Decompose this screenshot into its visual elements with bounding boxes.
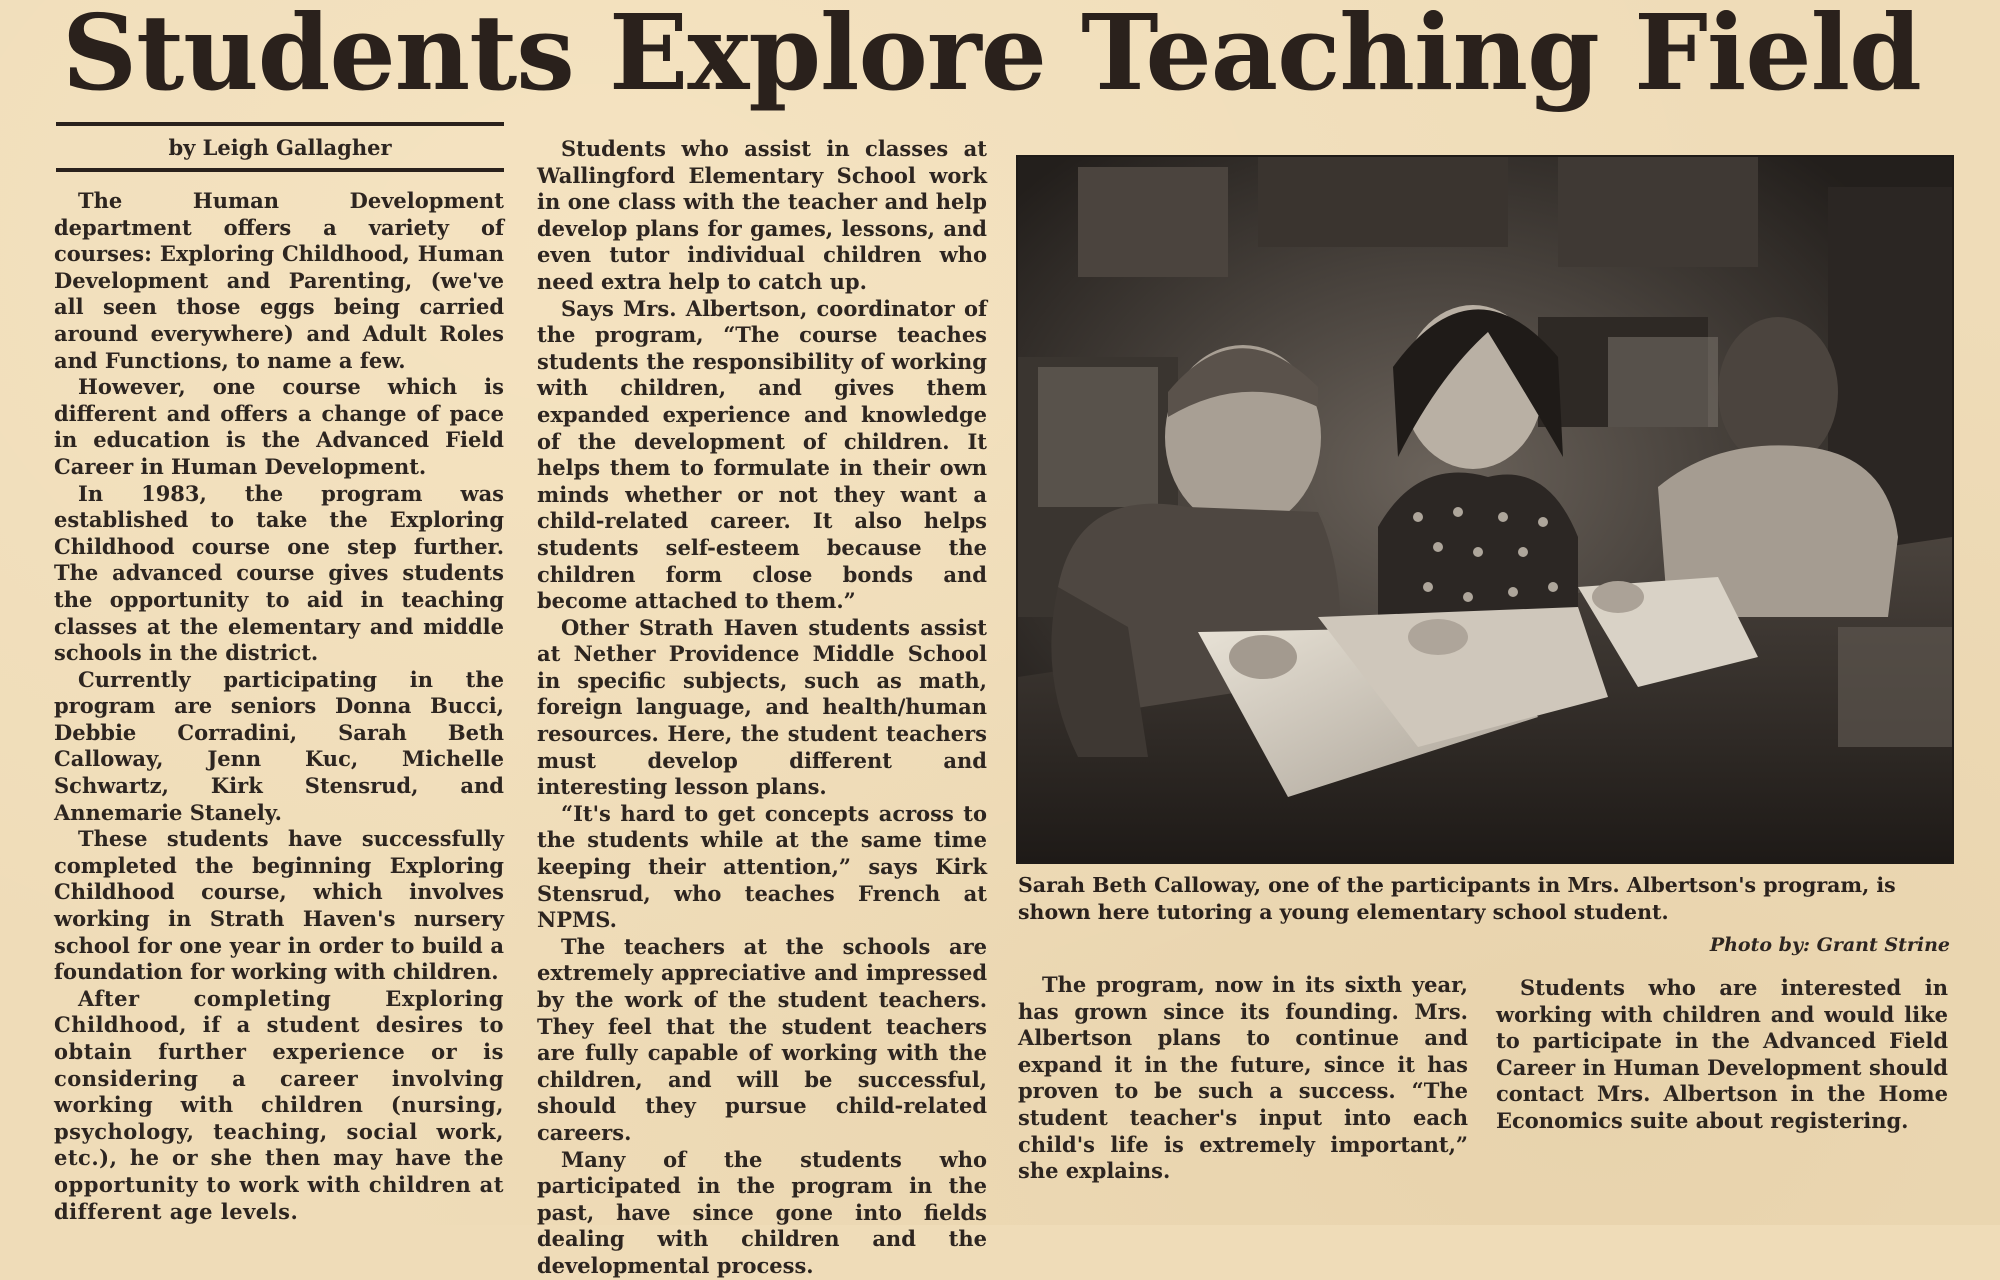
article-column-2 [537, 136, 987, 1280]
byline-top-rule [56, 122, 504, 126]
article-column-3 [1018, 972, 1468, 1185]
byline: by Leigh Gallagher [168, 135, 392, 160]
paragraph: After completing Exploring Childhood, if a student desires to obtain further experience or is considering a career involving working with children (nursing, psychology, teaching, social work, etc.), he or she then may have the opportunity to work with children at different age levels. [54, 985, 504, 1224]
paragraph: The Human Development department offers a variety of courses: Exploring Childhood, Human Development and Parenting, (we've all seen those eggs being carried around everywhere) and Adult Roles and Functions, to name a few. [54, 188, 504, 373]
headline: Students Explore Teaching Field [62, 0, 1921, 114]
paragraph: Students who assist in classes at Wallingford Elementary School work in one class with the teacher and help develop plans for games, lessons, and even tutor individual children who need extra help to catch up. [537, 136, 987, 294]
photo-credit: Photo by: Grant Strine [1709, 934, 1950, 956]
paragraph: The program, now in its sixth year, has grown since its founding. Mrs. Albertson plans to continue and expand it in the future, since it has proven to be such a success. “The student teacher's input into each child's life is extremely important,” she explains. [1018, 972, 1468, 1184]
article-column-4 [1496, 975, 1948, 1135]
byline-bottom-rule [56, 168, 504, 172]
paragraph: Says Mrs. Albertson, coordinator of the program, “The course teaches students the responsibility of working with children, and gives them expanded experience and knowledge of the development of children. It helps them to formulate in their own minds whether or not they want a child-related career. It also helps students self-esteem because the children form close bonds and become attached to them.” [537, 295, 987, 614]
paragraph: These students have successfully completed the beginning Exploring Childhood course, which involves working in Strath Haven's nursery school for one year in order to build a foundation for working with children. [54, 826, 504, 985]
paragraph: However, one course which is different and offers a change of pace in education is the Advanced Field Career in Human Development. [54, 374, 504, 479]
paragraph: “It's hard to get concepts across to the students while at the same time keeping their attention,” says Kirk Stensrud, who teaches French at NPMS. [537, 800, 987, 933]
paragraph: The teachers at the schools are extremely appreciative and impressed by the work of the student teachers. They feel that the student teachers are fully capable of working with the children, and will be successful, should they pursue child-related careers. [537, 933, 987, 1145]
article-column-1 [54, 188, 504, 1225]
paragraph: Currently participating in the program are seniors Donna Bucci, Debbie Corradini, Sarah Beth Calloway, Jenn Kuc, Michelle Schwartz, Kirk Stensrud, and Annemarie Stanely. [54, 666, 504, 825]
paragraph: Other Strath Haven students assist at Nether Providence Middle School in specific subjects, such as math, foreign language, and health/human resources. Here, the student teachers must develop different and interesting lesson plans. [537, 614, 987, 800]
classroom-tutoring-photo [1018, 157, 1952, 862]
paragraph: Many of the students who participated in the program in the past, have since gone into fields dealing with children and the developmental process. [537, 1146, 987, 1278]
photo-caption: Sarah Beth Calloway, one of the participants in Mrs. Albertson's program, is shown here tutoring a young elementary school student. [1018, 873, 1896, 924]
paragraph: In 1983, the program was established to take the Exploring Childhood course one step further. The advanced course gives students the opportunity to aid in teaching classes at the elementary and middle schools in the district. [54, 480, 504, 666]
article-photo [1016, 155, 1954, 864]
paragraph: Students who are interested in working with children and would like to participate in the Advanced Field Career in Human Development should contact Mrs. Albertson in the Home Economics suite about registering. [1496, 975, 1948, 1133]
